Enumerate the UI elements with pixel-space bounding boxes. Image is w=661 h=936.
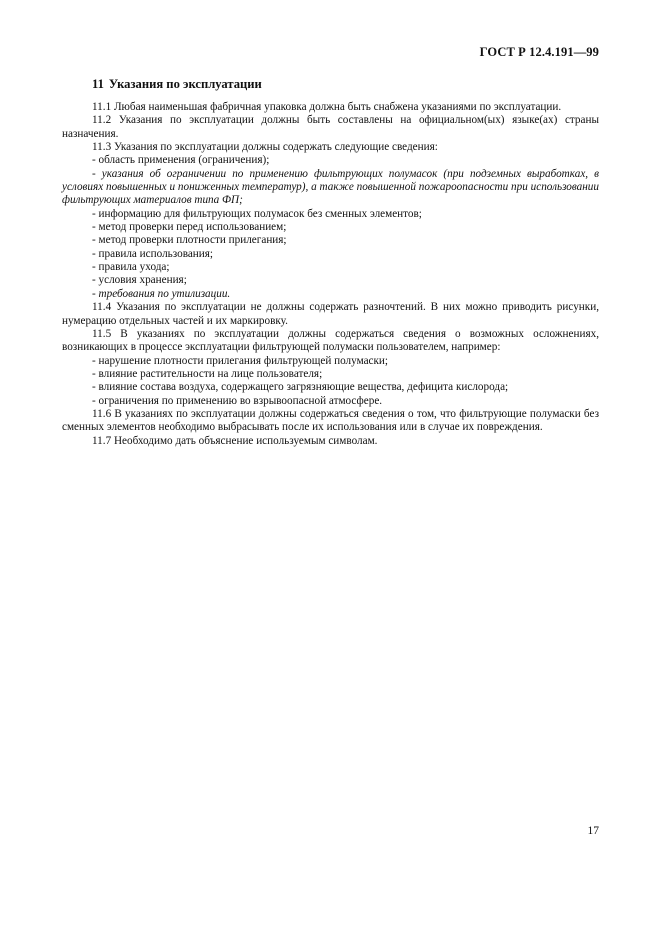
document-body (62, 76, 599, 448)
paragraph-11-5: 11.5 В указаниях по эксплуатации должны содержаться сведения о возможных осложнениях, возникающих в процессе эксплуатации фильтрующей полумаски пользователем, например: (62, 327, 599, 354)
paragraph-11-1 (62, 101, 599, 114)
list-item: - условия хранения; (92, 274, 187, 287)
paragraph-11-1-text: 11.1 Любая наименьшая фабричная упаковка должна быть снабжена указаниями по эксплуатации. (92, 101, 562, 113)
document-code: ГОСТ Р 12.4.191—99 (479, 45, 599, 59)
paragraph-11-4: 11.4 Указания по эксплуатации не должны содержать разночтений. В них можно приводить рисунки, нумерацию отдельных частей и их маркировку. (62, 301, 599, 327)
paragraph-11-2 (62, 114, 599, 141)
section-number: 11 (92, 77, 104, 91)
list-item: - правила использования; (92, 247, 214, 260)
paragraph-11-3 (62, 141, 599, 154)
paragraph-11-7: 11.7 Необходимо дать объяснение используемым символам. (92, 434, 378, 447)
list-item: - метод проверки перед использованием; (92, 221, 287, 234)
paragraph-11-3-text: 11.3 Указания по эксплуатации должны содержать следующие сведения: (92, 141, 438, 154)
list-item: - правила ухода; (92, 261, 170, 274)
list-item: - информацию для фильтрующих полумасок без сменных элементов; (92, 207, 422, 220)
list-item: - метод проверки плотности прилегания; (92, 234, 287, 247)
list-item: - ограничения по применению во взрывоопасной атмосфере. (92, 394, 383, 407)
section-title: Указания по эксплуатации (108, 77, 262, 91)
list-item: - область применения (ограничения); (92, 154, 270, 167)
paragraph-11-6: 11.6 В указаниях по эксплуатации должны содержаться сведения о том, что фильтрующие полумаски без сменных элементов необходимо выбрасывать после их использования или в случае их повреждения. (62, 407, 599, 434)
list-item: - требования по утилизации. (92, 287, 231, 300)
list-item: - указания об ограничении по применению фильтрующих полумасок (при подземных выработках, в условиях повышенных и пониженных температур), а также повышенной пожароопасности при использовании фильтрующих материалов типа ФП; (62, 167, 599, 207)
list-item: - влияние растительности на лице пользователя; (92, 367, 323, 380)
paragraph-11-2-text: 11.2 Указания по эксплуатации должны быть составлены на официальном(ых) языке(ах) страны назначения. (62, 114, 599, 140)
section-heading (62, 76, 599, 92)
list-item: - нарушение плотности прилегания фильтрующей полумаски; (92, 354, 389, 367)
page-number: 17 (587, 825, 599, 837)
list-item: - влияние состава воздуха, содержащего загрязняющие вещества, дефицита кислорода; (92, 381, 509, 394)
